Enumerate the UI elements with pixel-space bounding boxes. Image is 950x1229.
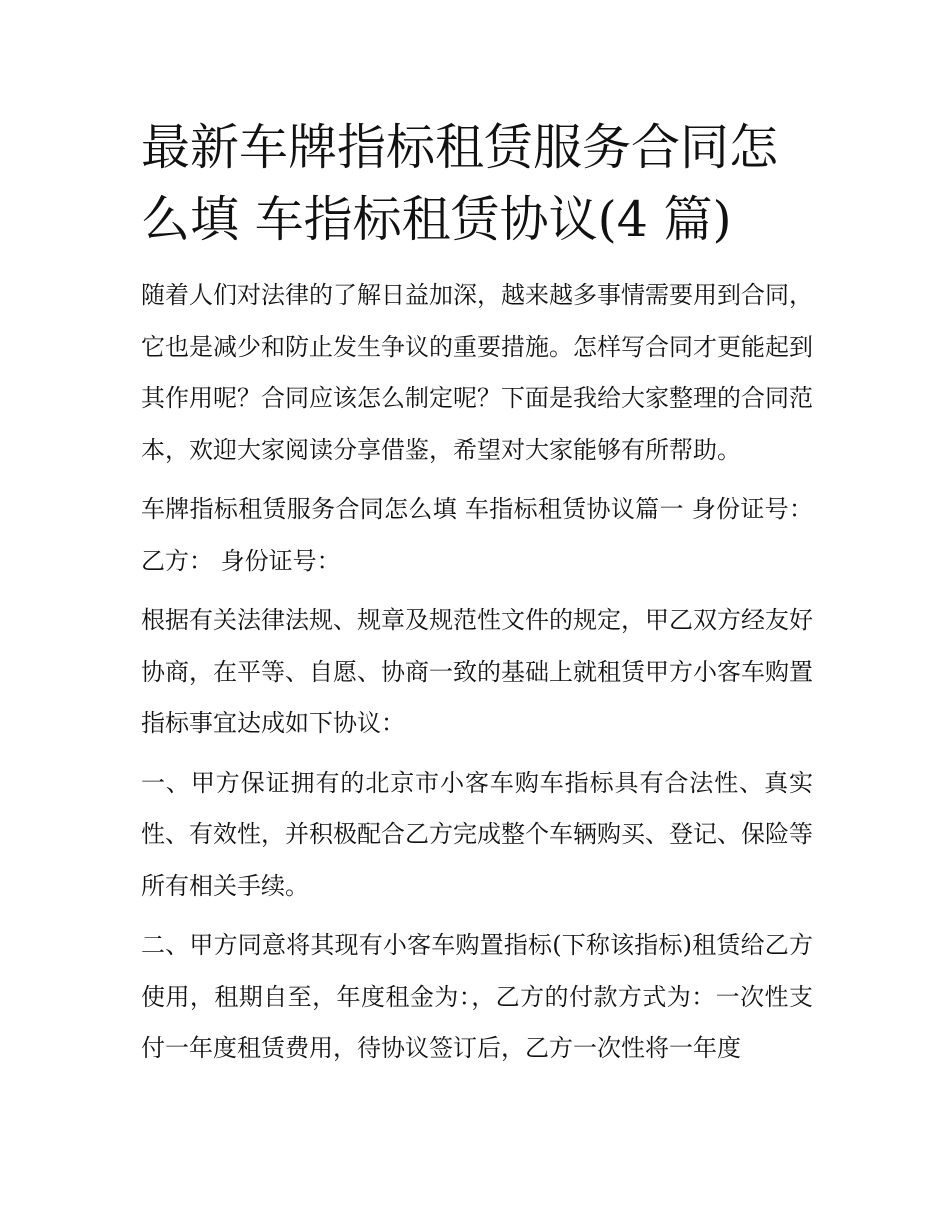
clause-two-paragraph: 二、甲方同意将其现有小客车购置指标(下称该指标)租赁给乙方使用，租期自至，年度租金为：，乙方的付款方式为：一次性支付一年度租赁费用，待协议签订后，乙方一次性将一年度 bbox=[141, 931, 813, 1062]
clause-one-paragraph: 一、甲方保证拥有的北京市小客车购车指标具有合法性、真实性、有效性，并积极配合乙方完成整个车辆购买、登记、保险等所有相关手续。 bbox=[141, 768, 813, 900]
intro-paragraph: 随着人们对法律的了解日益加深，越来越多事情需要用到合同，它也是减少和防止发生争议的重要措施。怎样写合同才更能起到其作用呢？合同应该怎么制定呢？下面是我给大家整理的合同范本，欢迎大家阅读分享借鉴，希望对大家能够有所帮助。 bbox=[141, 281, 813, 464]
party-info-paragraph: 车牌指标租赁服务合同怎么填 车指标租赁协议篇一 身份证号： 乙方： 身份证号： bbox=[141, 495, 813, 575]
preamble-paragraph: 根据有关法律法规、规章及规范性文件的规定，甲乙双方经友好协商，在平等、自愿、协商一致的基础上就租赁甲方小客车购置指标事宜达成如下协议： bbox=[141, 606, 813, 737]
document-body bbox=[141, 112, 813, 1075]
document-title: 最新车牌指标租赁服务合同怎么填 车指标租赁协议(4 篇) bbox=[141, 119, 779, 248]
